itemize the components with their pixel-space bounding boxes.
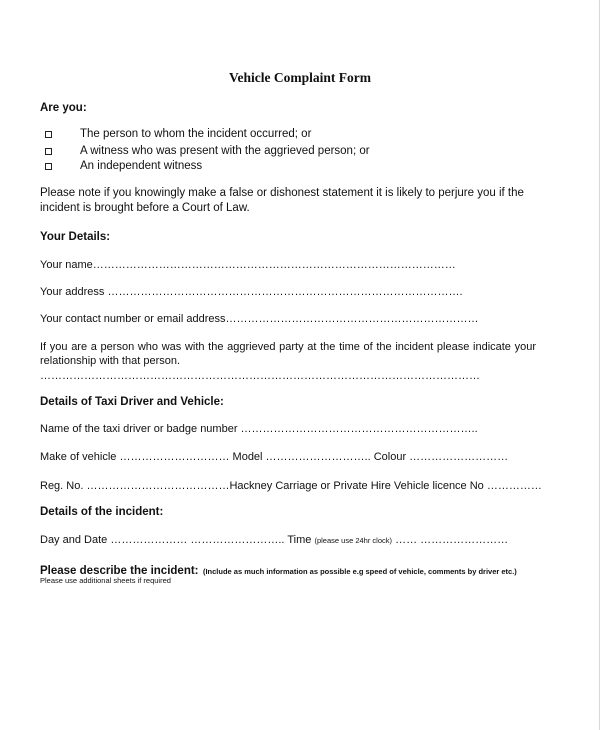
driver-name-field[interactable]: Name of the taxi driver or badge number ……………………………………………………….. <box>40 423 478 435</box>
vehicle-make-model-colour-field[interactable]: Make of vehicle ………………………… Model ……………………….. Colour ……………………… <box>40 451 509 463</box>
option-label-independent: An independent witness <box>80 160 203 172</box>
option-checkbox-victim[interactable] <box>45 131 52 138</box>
your-contact-field[interactable]: Your contact number or email address…………………………………………………………… <box>40 313 479 325</box>
your-name-field[interactable]: Your name……………………………………………………………………………………… <box>40 259 456 271</box>
describe-incident-label: Please describe the incident: <box>40 565 199 577</box>
reg-licence-field[interactable]: Reg. No. …………………………………Hackney Carriage or Private Hire Vehicle licence No …………… <box>40 480 542 492</box>
your-details-heading: Your Details: <box>40 231 111 243</box>
driver-details-heading: Details of Taxi Driver and Vehicle: <box>40 396 224 408</box>
time-label: Time <box>287 534 312 546</box>
option-label-victim: The person to whom the incident occurred; or <box>80 128 312 140</box>
option-checkbox-independent[interactable] <box>45 163 52 170</box>
additional-sheets-note: Please use additional sheets if required <box>40 576 171 585</box>
form-title: Vehicle Complaint Form <box>229 70 371 85</box>
time-hint: (please use 24hr clock) <box>314 536 393 545</box>
relationship-prompt-line-1: If you are a person who was with the aggrieved party at the time of the incident please indicate your <box>40 341 536 353</box>
warning-line-1: Please note if you knowingly make a false or dishonest statement it is likely to perjure you if the <box>40 187 524 199</box>
time-dots: …… …………………… <box>395 534 509 546</box>
warning-line-2: incident is brought before a Court of Law. <box>40 202 250 214</box>
incident-heading: Details of the incident: <box>40 506 164 518</box>
relationship-field[interactable]: ………………………………………………………………………………………………………… <box>40 370 480 382</box>
option-checkbox-witness[interactable] <box>45 148 52 155</box>
relationship-prompt-line-2: relationship with that person. <box>40 355 181 367</box>
day-date-label: Day and Date ………………… …………………….. <box>40 534 288 546</box>
describe-incident-hint: (Include as much information as possible e.g speed of vehicle, comments by driver etc.) <box>202 567 517 576</box>
option-label-witness: A witness who was present with the aggrieved person; or <box>80 145 370 157</box>
are-you-heading: Are you: <box>40 102 87 114</box>
day-date-time-field[interactable] <box>40 534 508 546</box>
your-address-field[interactable]: Your address ……………………………………………………………………………………. <box>40 286 463 298</box>
